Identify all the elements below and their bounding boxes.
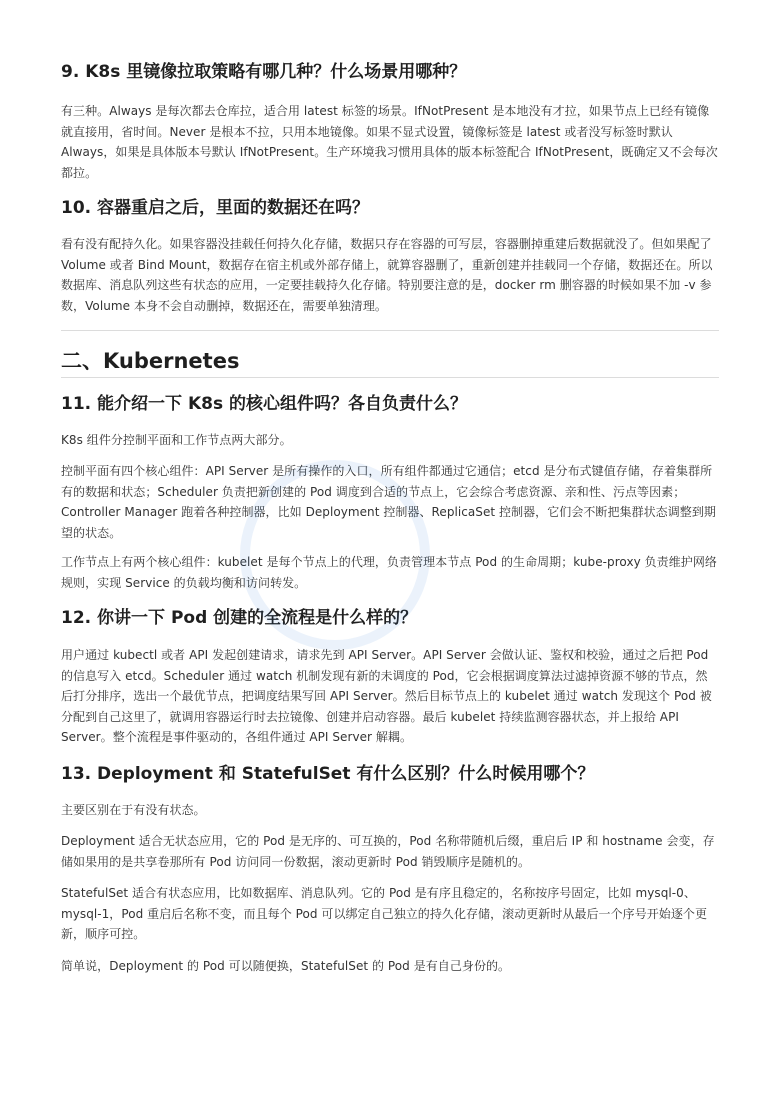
- chapter-underline: [61, 377, 719, 378]
- q13-statefulset: StatefulSet 适合有状态应用，比如数据库、消息队列。它的 Pod 是有序且稳定的，名称按序号固定，比如 mysql-0、mysql-1，Pod 重启后名称不变，而且每个 Pod 可以绑定自己独立的持久化存储，滚动更新时从最后一个序号开始逐个更新，顺序可控。: [61, 886, 707, 941]
- q9-answer: 有三种。Always 是每次都去仓库拉，适合用 latest 标签的场景。IfNotPresent 是本地没有才拉，如果节点上已经有镜像就直接用，省时间。Never 是根本不拉，只用本地镜像。如果不显式设置，镜像标签是 latest 或者没写标签时默认 Always，如果是具体版本号默认 IfNotPresent。生产环境我习惯用具体的版本标签配合 IfNotPresent，既确定又不会每次都拉。: [61, 104, 718, 180]
- section-divider: [61, 330, 719, 331]
- q10-heading: 10. 容器重启之后，里面的数据还在吗？: [61, 198, 370, 218]
- q9-heading: 9. K8s 里镜像拉取策略有哪几种？什么场景用哪种？: [61, 62, 467, 82]
- q11-worker-node: 工作节点上有两个核心组件：kubelet 是每个节点上的代理，负责管理本节点 Pod 的生命周期；kube-proxy 负责维护网络规则，实现 Service 的负载均衡和访问转发。: [61, 555, 717, 590]
- q13-intro: 主要区别在于有没有状态。: [61, 803, 206, 817]
- chapter-title: 二、Kubernetes: [61, 349, 240, 373]
- q13-deployment: Deployment 适合无状态应用，它的 Pod 是无序的、可互换的，Pod 名称带随机后缀，重启后 IP 和 hostname 会变，存储如果用的是共享卷那所有 Pod 访问同一份数据，滚动更新时 Pod 销毁顺序是随机的。: [61, 834, 715, 869]
- q13-heading: 13. Deployment 和 StatefulSet 有什么区别？什么时候用哪个？: [61, 764, 595, 784]
- q11-heading: 11. 能介绍一下 K8s 的核心组件吗？各自负责什么？: [61, 394, 467, 414]
- q11-control-plane: 控制平面有四个核心组件：API Server 是所有操作的入口，所有组件都通过它通信；etcd 是分布式键值存储，存着集群所有的数据和状态；Scheduler 负责把新创建的 Pod 调度到合适的节点上，它会综合考虑资源、亲和性、污点等因素；Controller Manager 跑着各种控制器，比如 Deployment 控制器、ReplicaSet 控制器，它们会不断把集群状态调整到期望的状态。: [61, 464, 716, 540]
- q13-summary: 简单说，Deployment 的 Pod 可以随便换，StatefulSet 的 Pod 是有自己身份的。: [61, 959, 511, 973]
- q12-answer: 用户通过 kubectl 或者 API 发起创建请求，请求先到 API Server。API Server 会做认证、鉴权和校验，通过之后把 Pod 的信息写入 etcd。Scheduler 通过 watch 机制发现有新的未调度的 Pod，它会根据调度算法过滤掉资源不够的节点，然后打分排序，选出一个最优节点，把调度结果写回 API Server。然后目标节点上的 kubelet 通过 watch 发现这个 Pod 被分配到自己这里了，就调用容器运行时去拉镜像、创建并启动容器。最后 kubelet 持续监测容器状态，并上报给 API Server。整个流程是事件驱动的，各组件通过 API Server 解耦。: [61, 648, 712, 744]
- q10-answer: 看有没有配持久化。如果容器没挂载任何持久化存储，数据只存在容器的可写层，容器删掉重建后数据就没了。但如果配了 Volume 或者 Bind Mount，数据存在宿主机或外部存储上，就算容器删了，重新创建并挂载同一个存储，数据还在。所以数据库、消息队列这些有状态的应用，一定要挂载持久化存储。特别要注意的是，docker rm 删容器的时候如果不加 -v 参数，Volume 本身不会自动删掉，数据还在，需要单独清理。: [61, 237, 713, 313]
- q11-intro: K8s 组件分控制平面和工作节点两大部分。: [61, 433, 292, 447]
- q12-heading: 12. 你讲一下 Pod 创建的全流程是什么样的？: [61, 608, 418, 628]
